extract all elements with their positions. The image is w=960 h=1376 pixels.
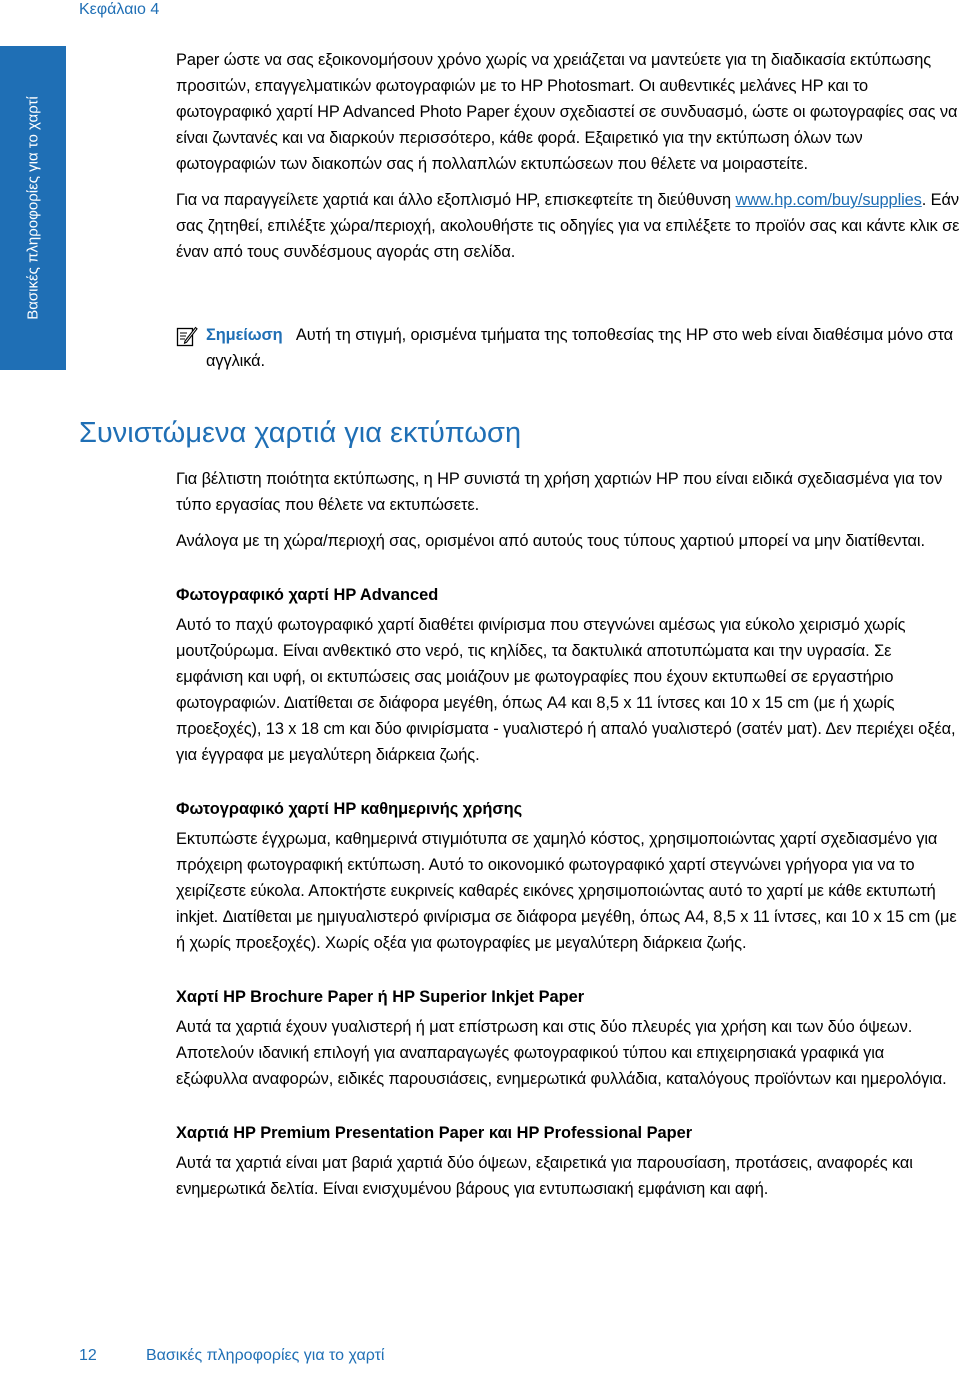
intro-paragraph: Paper ώστε να σας εξοικονομήσουν χρόνο χωρίς να χρειάζεται να μαντεύετε για τη διαδικασία εκτύπωσης προσιτών, επαγγελματικών φωτογραφιών με το HP Photosmart. Οι αυθεντικές μελάνες HP και το φωτογραφικό χαρτί HP Advanced Photo Paper έχουν σχεδιαστεί σε συνδυασμό, ώστε οι φωτογραφίες σας να είναι ζωντανές και να διαρκούν περισσότερο, κάθε φορά. Εξαιρετικό για την εκτύπωση όλων των φωτογραφιών των διακοπών σας ή πολλαπλών εκτυπώσεων που θέλετε να μοιραστείτε. (176, 51, 958, 173)
availability-paragraph: Ανάλογα με τη χώρα/περιοχή σας, ορισμένοι από αυτούς τους τύπους χαρτιού μπορεί να μην διατίθενται. (176, 532, 925, 550)
paper-body-presentation: Αυτά τα χαρτιά είναι ματ βαριά χαρτιά δύο όψεων, εξαιρετικά για παρουσίαση, προτάσεις, αναφορές και ενημερωτικά δελτία. Είναι ενισχυμένου βάρους για εντυπωσιακή εμφάνιση και αφή. (176, 1154, 913, 1198)
paper-title-presentation: Χαρτιά HP Premium Presentation Paper και HP Professional Paper (176, 1124, 693, 1142)
page-number: 12 (79, 1347, 97, 1364)
note-icon (176, 325, 198, 347)
supplies-link[interactable]: www.hp.com/buy/supplies (735, 191, 922, 209)
paper-title-brochure: Χαρτί HP Brochure Paper ή HP Superior Inkjet Paper (176, 988, 585, 1006)
paper-title-advanced: Φωτογραφικό χαρτί HP Advanced (176, 586, 439, 604)
paper-body-brochure: Αυτά τα χαρτιά έχουν γυαλιστερή ή ματ επίστρωση και στις δύο πλευρές για χρήση και των δύο όψεων. Αποτελούν ιδανική επιλογή για αναπαραγωγές φωτογραφικού τύπου και επιχειρησιακά γραφικά για εξώφυλλα αναφορών, ειδικές παρουσιάσεις, ενημερωτικά φυλλάδια, καταλόγους προϊόντων και ημερολόγια. (176, 1018, 947, 1088)
note-label: Σημείωση (206, 326, 283, 344)
section-intro-paragraph: Για βέλτιστη ποιότητα εκτύπωσης, η HP συνιστά τη χρήση χαρτιών HP που είναι ειδικά σχεδιασμένα για τον τύπο εργασίας που θέλετε να εκτυπώσετε. (176, 470, 943, 514)
paper-body-everyday: Εκτυπώστε έγχρωμα, καθημερινά στιγμιότυπα σε χαμηλό κόστος, χρησιμοποιώντας χαρτί σχεδιασμένο για πρόχειρη φωτογραφική εκτύπωση. Αυτό το οικονομικό φωτογραφικό χαρτί στεγνώνει γρήγορα για να το χειρίζεστε εύκολα. Αποκτήστε ευκρινείς καθαρές εικόνες χρησιμοποιώντας αυτό το χαρτί με κάθε εκτυπωτή inkjet. Διατίθεται με ημιγυαλιστερό φινίρισμα σε διάφορα μεγέθη, όπως A4, 8,5 x 11 ίντσες, και 10 x 15 cm (με ή χωρίς προεξοχές). Χωρίς οξέα για φωτογραφίες με μεγαλύτερη διάρκεια ζωής. (176, 830, 957, 952)
note-text (206, 322, 960, 374)
note-body: Αυτή τη στιγμή, ορισμένα τμήματα της τοποθεσίας της HP στο web είναι διαθέσιμα μόνο στα αγγλικά. (206, 326, 953, 370)
paper-body-advanced: Αυτό το παχύ φωτογραφικό χαρτί διαθέτει φινίρισμα που στεγνώνει αμέσως για εύκολο χειρισμό χωρίς μουτζούρωμα. Είναι ανθεκτικό στο νερό, τις κηλίδες, τα δακτυλικά αποτυπώματα και την υγρασία. Σε εμφάνιση και υφή, οι εκτυπώσεις σας μοιάζουν με φωτογραφίες που έχουν εκτυπωθεί σε εργαστήριο φωτογραφιών. Διατίθεται σε διάφορα μεγέθη, όπως A4 και 8,5 x 11 ίντσες και 10 x 15 cm (με ή χωρίς προεξοχές), 13 x 18 cm και δύο φινιρίσματα - γυαλιστερό ή απαλό γυαλιστερό (σατέν ματ). Δεν περιέχει οξέα, για έγγραφα με μεγαλύτερη διάρκεια ζωής. (176, 616, 956, 764)
chapter-header: Κεφάλαιο 4 (79, 1, 160, 18)
footer-title: Βασικές πληροφορίες για το χαρτί (146, 1347, 385, 1364)
order-text-after: . Εάν σας ζητηθεί, επιλέξτε χώρα/περιοχή, ακολουθήστε τις οδηγίες για να επιλέξετε το προϊόν σας και κάντε κλικ σε έναν από τους συνδέσμους αγοράς στη σελίδα. (176, 191, 960, 261)
intro-block (176, 47, 960, 275)
order-paragraph (176, 187, 960, 265)
side-tab (0, 46, 66, 370)
note-box (176, 322, 960, 374)
side-tab-label: Βασικές πληροφορίες για το χαρτί (24, 96, 42, 320)
order-text-before: Για να παραγγείλετε χαρτιά και άλλο εξοπλισμό HP, επισκεφτείτε τη διεύθυνση (176, 191, 736, 209)
recommended-papers (176, 466, 960, 1212)
section-heading: Συνιστώμενα χαρτιά για εκτύπωση (79, 417, 522, 449)
paper-title-everyday: Φωτογραφικό χαρτί HP καθημερινής χρήσης (176, 800, 523, 818)
